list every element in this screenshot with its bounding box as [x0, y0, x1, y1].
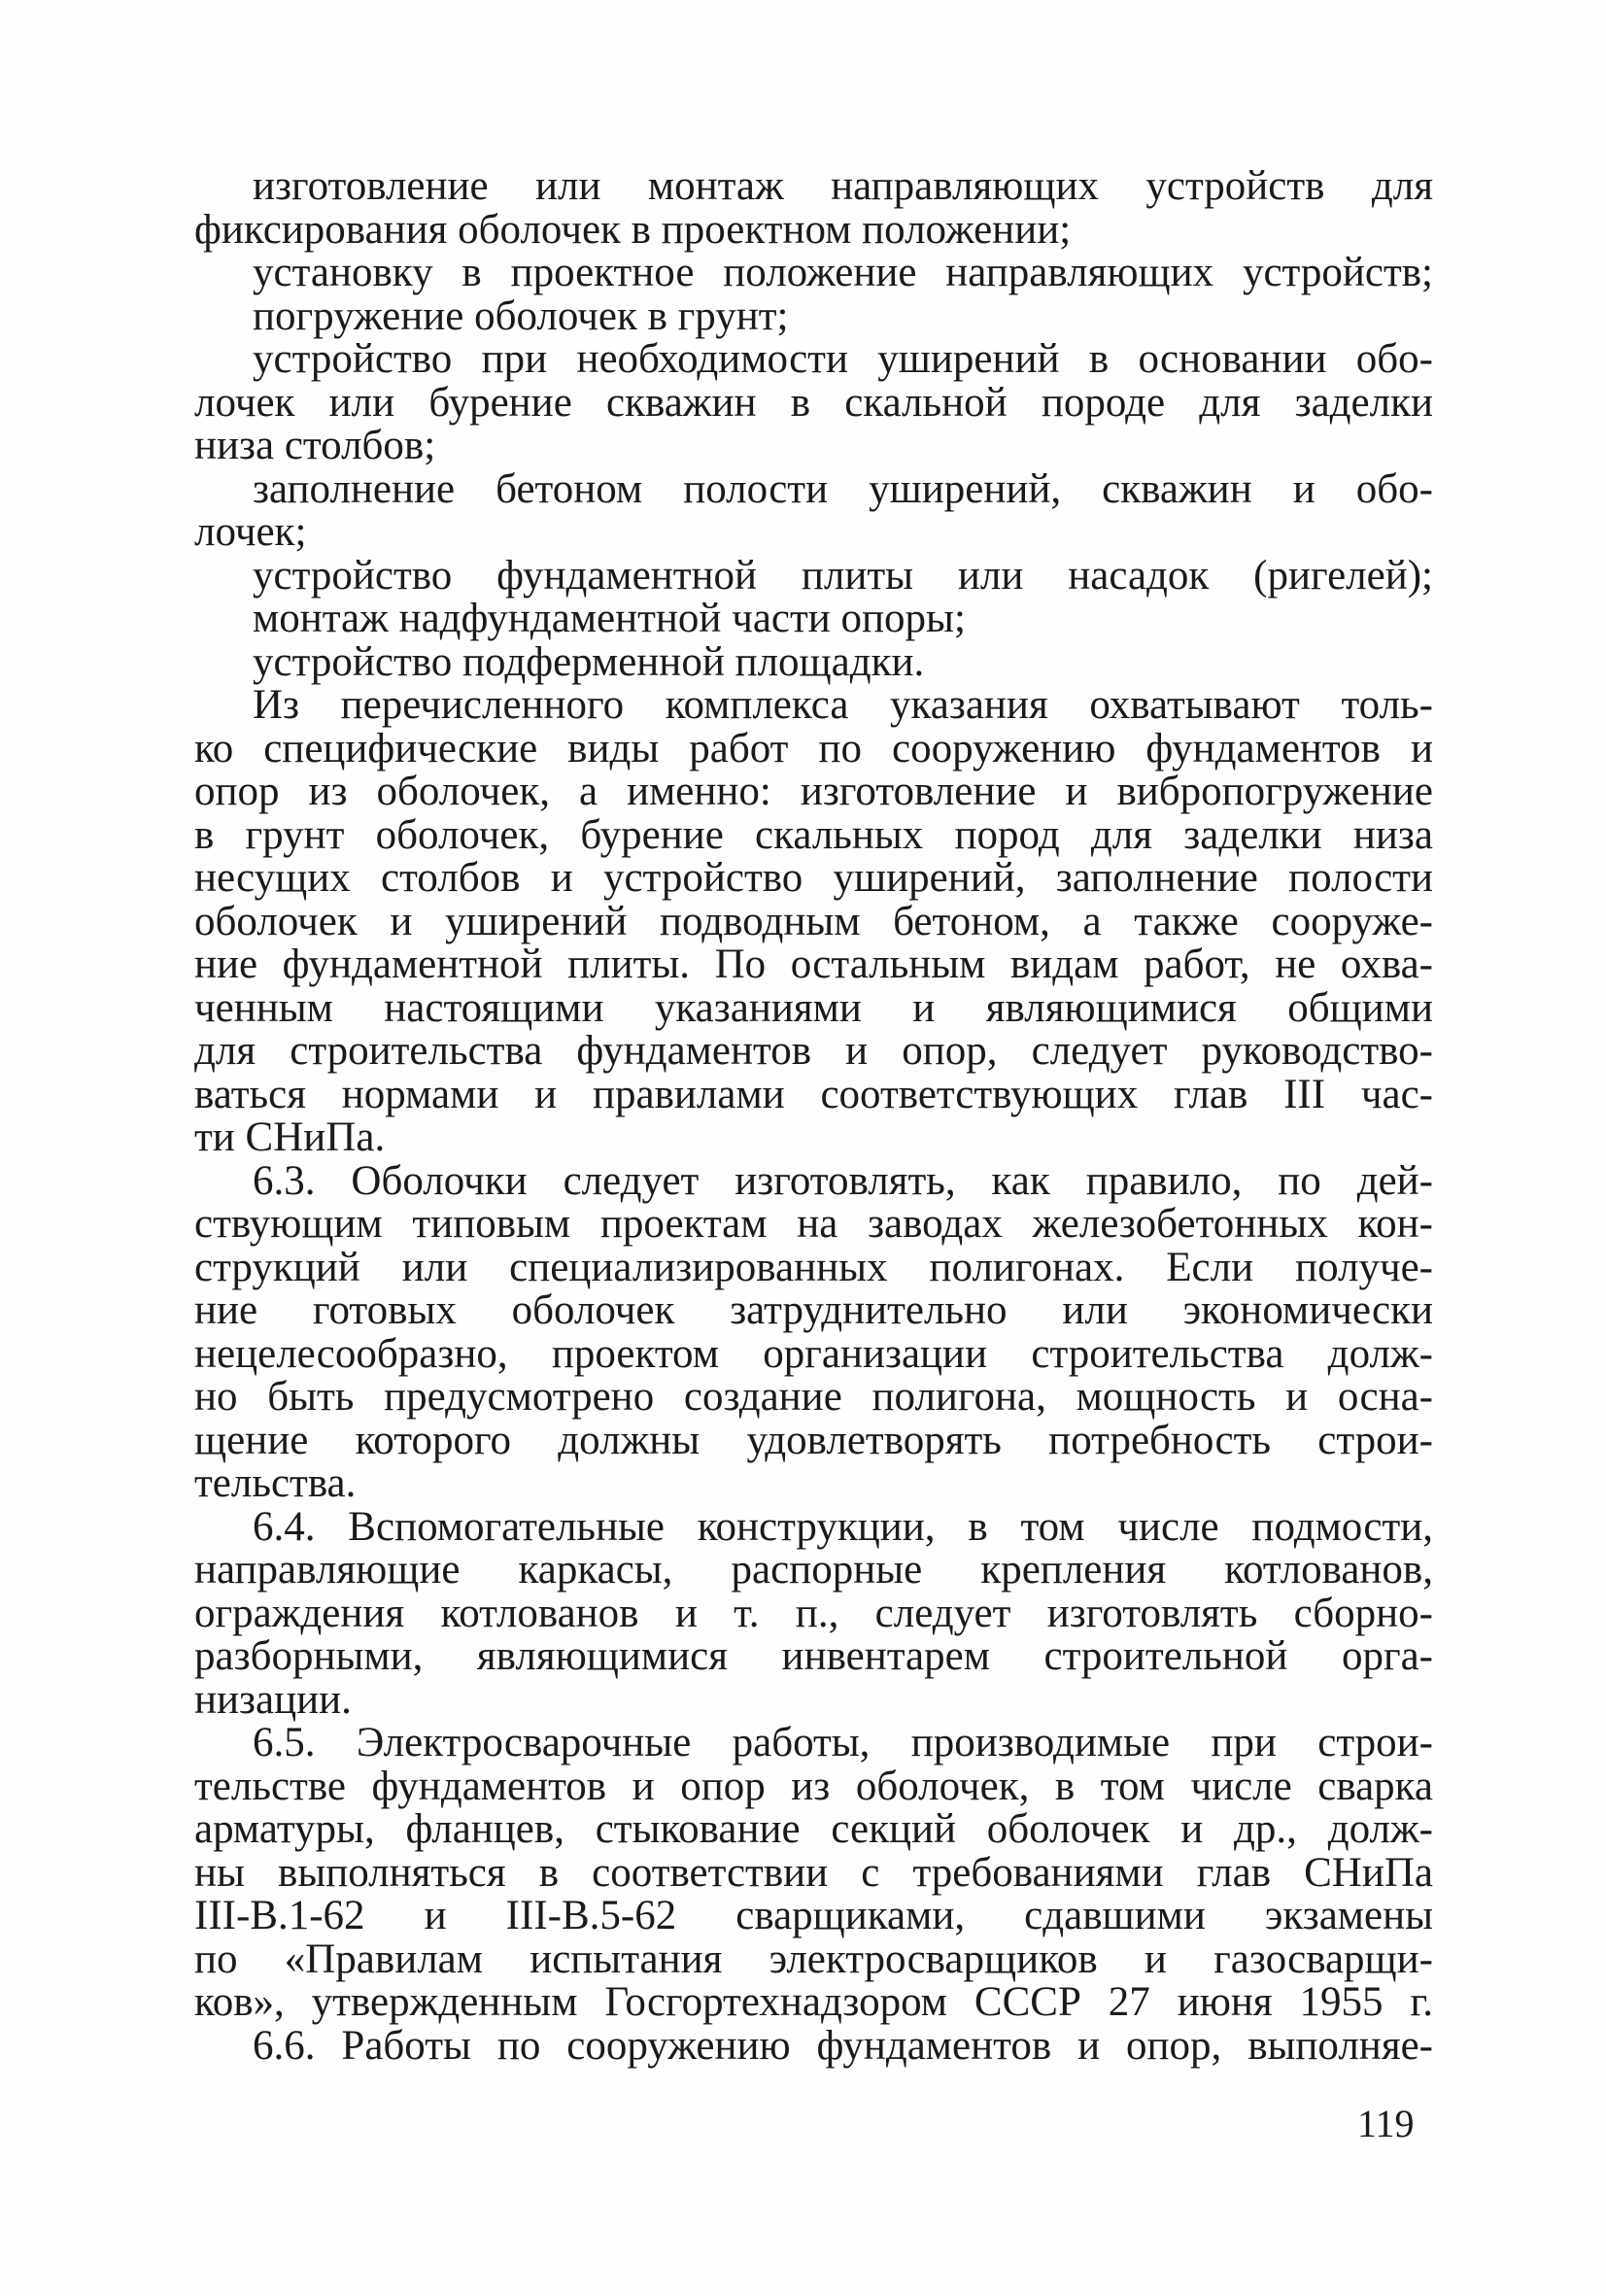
text-line: арматуры, фланцев, стыкование секций оболочек и др., долж- [194, 1806, 1433, 1852]
text-line: монтаж надфундаментной части опоры; [253, 596, 966, 641]
text-line: фиксирования оболочек в проектном положении; [194, 206, 1072, 253]
page-number: 119 [1357, 2102, 1415, 2145]
text-line: III-В.1-62 и III-В.5-62 сварщиками, сдавшими экзамены [194, 1893, 1433, 1938]
text-line: ваться нормами и правилами соответствующих глав III час- [194, 1071, 1433, 1117]
text-line: ствующим типовым проектам на заводах железобетонных кон- [194, 1201, 1433, 1247]
text-line: нецелесообразно, проектом организации строительства долж- [194, 1330, 1433, 1377]
text-line: тельства. [194, 1460, 357, 1506]
text-line: ние фундаментной плиты. По остальным видам работ, не охва- [194, 942, 1433, 987]
text-line: но быть предусмотрено создание полигона, мощность и осна- [194, 1374, 1433, 1420]
text-line: 6.5. Электросварочные работы, производимые при строи- [253, 1720, 1433, 1765]
text-line: устройство при необходимости уширений в основании обо- [253, 336, 1433, 382]
text-line: низации. [194, 1676, 352, 1723]
text-line: разборными, являющимися инвентарем строительной орга- [194, 1633, 1433, 1679]
text-line: ние готовых оболочек затруднительно или экономически [194, 1287, 1433, 1333]
text-line: устройство фундаментной плиты или насадок (ригелей); [253, 552, 1433, 599]
body-text [194, 165, 1433, 2068]
text-line: 6.6. Работы по сооружению фундаментов и опор, выполняе- [253, 2022, 1433, 2069]
text-line: ограждения котлованов и т. п., следует изготовлять сборно- [194, 1590, 1433, 1636]
text-line: лочек; [194, 509, 307, 555]
text-line: низа столбов; [194, 423, 436, 468]
text-line: погружение оболочек в грунт; [253, 292, 789, 339]
text-line: опор из оболочек, а именно: изготовление и вибропогружение [194, 769, 1433, 814]
text-line: ны выполняться в соответствии с требованиями глав СНиПа [194, 1849, 1433, 1896]
text-line: тельстве фундаментов и опор из оболочек, в том числе сварка [194, 1763, 1433, 1809]
text-line: изготовление или монтаж направляющих устройств для [253, 163, 1433, 209]
text-line: установку в проектное положение направляющих устройств; [253, 250, 1433, 295]
text-line: по «Правилам испытания электросварщиков и газосварщи- [194, 1936, 1433, 1982]
text-line: ков», утвержденным Госгортехнадзором СССР 27 июня 1955 г. [194, 1979, 1433, 2025]
text-line: ченным настоящими указаниями и являющимися общими [194, 984, 1433, 1031]
text-line: ко специфические виды работ по сооружению фундаментов и [194, 725, 1433, 771]
text-line: лочек или бурение скважин в скальной породе для заделки [194, 379, 1433, 426]
text-line: несущих столбов и устройство уширений, заполнение полости [194, 855, 1433, 901]
text-line: ти СНиПа. [194, 1114, 386, 1160]
text-line: 6.3. Оболочки следует изготовлять, как правило, по дей- [253, 1157, 1433, 1204]
text-line: щение которого должны удовлетворять потребность строи- [194, 1417, 1433, 1463]
text-line: 6.4. Вспомогательные конструкции, в том числе подмости, [253, 1503, 1433, 1550]
text-line: для строительства фундаментов и опор, следует руководство- [194, 1028, 1433, 1074]
text-line: оболочек и уширений подводным бетоном, а также сооруже- [194, 898, 1433, 944]
text-line: в грунт оболочек, бурение скальных пород для заделки низа [194, 811, 1433, 858]
text-line: струкций или специализированных полигонах. Если получе- [194, 1244, 1433, 1290]
text-line: направляющие каркасы, распорные крепления котлованов, [194, 1547, 1433, 1593]
text-line: заполнение бетоном полости уширений, скважин и обо- [253, 465, 1433, 512]
text-line: устройство подферменной площадки. [253, 638, 925, 685]
text-line: Из перечисленного комплекса указания охватывают толь- [253, 682, 1433, 728]
